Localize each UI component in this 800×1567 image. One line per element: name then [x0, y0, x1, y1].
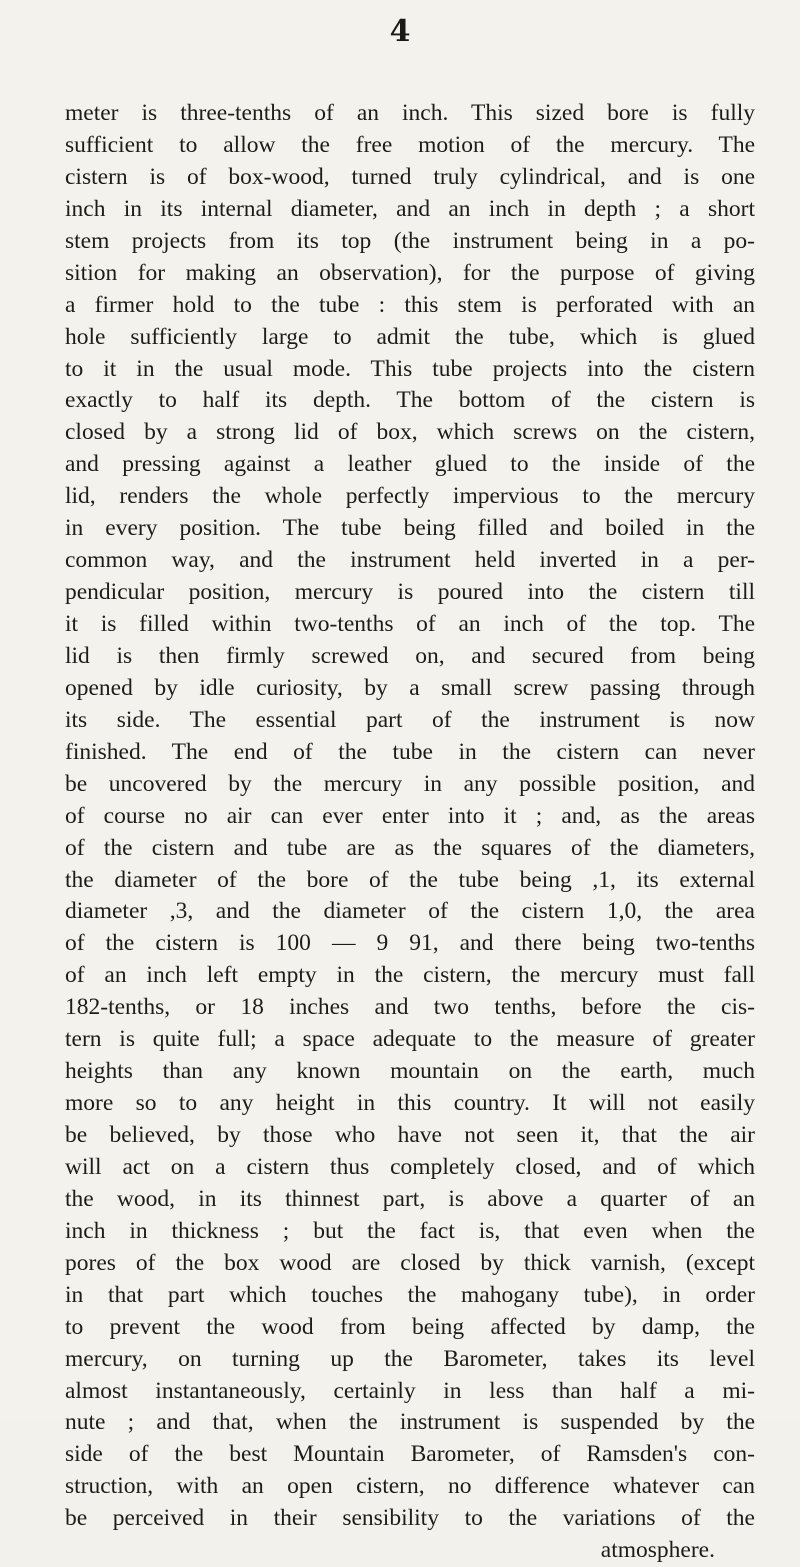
text-line: to prevent the wood from being affected by damp, the: [65, 1313, 755, 1340]
text-line: diameter ,3, and the diameter of the cistern 1,0, the area: [65, 898, 755, 925]
text-line: closed by a strong lid of box, which screws on the cistern,: [65, 419, 755, 446]
text-line: meter is three-tenths of an inch. This sized bore is fully: [65, 100, 755, 126]
text-line: heights than any known mountain on the earth, much: [65, 1058, 755, 1085]
text-line: mercury, on turning up the Barometer, takes its level: [65, 1345, 755, 1372]
text-line: in that part which touches the mahogany tube), in order: [65, 1281, 755, 1308]
text-line: of the cistern is 100 — 9 91, and there being two-tenths: [65, 930, 755, 957]
text-line: inch in its internal diameter, and an inch in depth ; a short: [65, 195, 755, 222]
text-line: it is filled within two-tenths of an inch of the top. The: [65, 611, 755, 637]
text-line: pores of the box wood are closed by thick varnish, (except: [65, 1249, 755, 1276]
text-line: sition for making an observation), for the purpose of giving: [65, 259, 755, 286]
text-line: almost instantaneously, certainly in less than half a mi-: [65, 1377, 755, 1404]
text-line: cistern is of box-wood, turned truly cylindrical, and is one: [65, 163, 755, 190]
text-line: 182-tenths, or 18 inches and two tenths, before the cis-: [65, 994, 755, 1021]
text-line: side of the best Mountain Barometer, of Ramsden's con-: [65, 1441, 755, 1468]
text-line: to it in the usual mode. This tube projects into the cistern: [65, 355, 755, 382]
text-line: lid is then firmly screwed on, and secured from being: [65, 642, 755, 669]
body-text: [65, 98, 755, 1567]
text-line: inch in thickness ; but the fact is, that even when the: [65, 1217, 755, 1244]
text-line: nute ; and that, when the instrument is suspended by the: [65, 1409, 755, 1436]
text-line: struction, with an open cistern, no difference whatever can: [65, 1473, 755, 1500]
page-number: 4: [389, 14, 411, 49]
text-line: in every position. The tube being filled and boiled in the: [65, 515, 755, 542]
text-line: common way, and the instrument held inverted in a per-: [65, 547, 755, 574]
text-line: lid, renders the whole perfectly impervious to the mercury: [65, 483, 755, 510]
text-line: and pressing against a leather glued to the inside of the: [65, 451, 755, 478]
text-line: will act on a cistern thus completely closed, and of which: [65, 1153, 755, 1180]
text-line: of an inch left empty in the cistern, the mercury must fall: [65, 962, 755, 989]
text-line: finished. The end of the tube in the cistern can never: [65, 738, 755, 765]
text-line: the wood, in its thinnest part, is above a quarter of an: [65, 1185, 755, 1212]
text-line: the diameter of the bore of the tube being ,1, its external: [65, 866, 755, 893]
text-line: of course no air can ever enter into it ; and, as the areas: [65, 802, 755, 829]
text-line: opened by idle curiosity, by a small screw passing through: [65, 674, 755, 701]
text-line: tern is quite full; a space adequate to the measure of greater: [65, 1026, 755, 1053]
text-line: hole sufficiently large to admit the tube, which is glued: [65, 323, 755, 350]
text-line: be perceived in their sensibility to the variations of the: [65, 1505, 755, 1532]
text-line: be uncovered by the mercury in any possible position, and: [65, 770, 755, 797]
text-line: of the cistern and tube are as the squares of the diameters,: [65, 834, 755, 861]
text-line: a firmer hold to the tube : this stem is perforated with an: [65, 291, 755, 318]
text-line: sufficient to allow the free motion of the mercury. The: [65, 131, 755, 158]
text-line: exactly to half its depth. The bottom of the cistern is: [65, 387, 755, 414]
text-line: stem projects from its top (the instrument being in a po-: [65, 227, 755, 254]
text-line: pendicular position, mercury is poured into the cistern till: [65, 579, 755, 606]
text-line: atmosphere.: [600, 1537, 715, 1564]
text-line: be believed, by those who have not seen it, that the air: [65, 1122, 755, 1148]
text-line: its side. The essential part of the instrument is now: [65, 706, 755, 733]
text-line: more so to any height in this country. It will not easily: [65, 1090, 755, 1117]
